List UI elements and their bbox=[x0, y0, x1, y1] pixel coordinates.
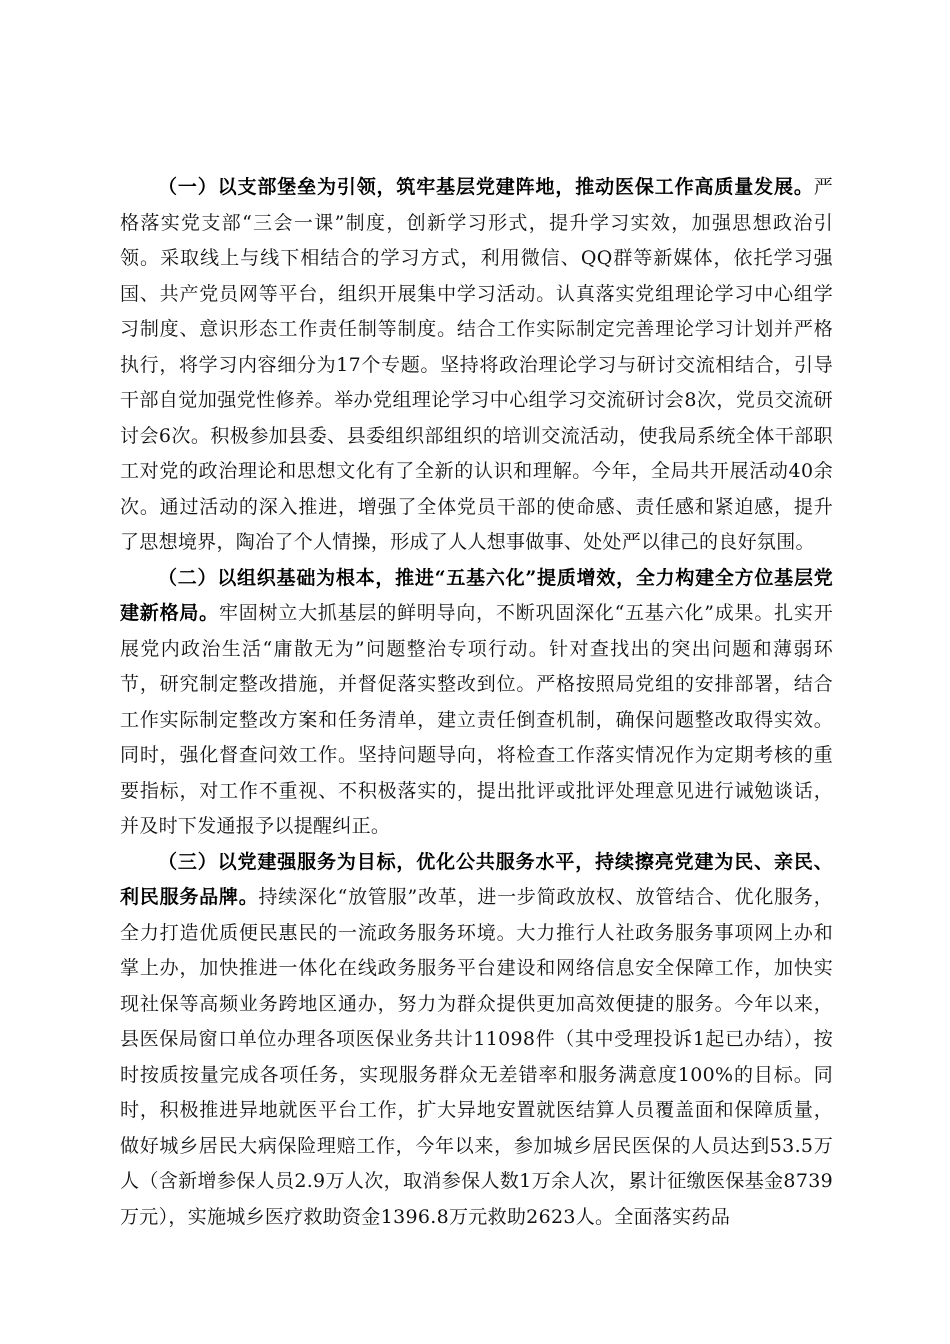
paragraph-2-text: 牢固树立大抓基层的鲜明导向，不断巩固深化“五基六化”成果。扎实开展党内政治生活“庸散无为”问题整治专项行动。针对查找出的突出问题和薄弱环节，研究制定整改措施，并督促落实整改到位。严格按照局党组的安排部署，结合工作实际制定整改方案和任务清单，建立责任倒查机制，确保问题整改取得实效。同时，强化督查问效工作。坚持问题导向，将检查工作落实情况作为定期考核的重要指标，对工作不重视、不积极落实的，提出批评或批评处理意见进行诫勉谈话，并及时下发通报予以提醒纠正。 bbox=[120, 602, 833, 837]
paragraph-3-heading: （三）以党建强服务为目标，优化公共服务水平，持续擦亮党建为民、亲民、利民服务品牌。 bbox=[120, 850, 833, 908]
paragraph-3-text: 持续深化“放管服”改革，进一步简政放权、放管结合、优化服务，全力打造优质便民惠民的一流政务服务环境。大力推行人社政务服务事项网上办和掌上办，加快推进一体化在线政务服务平台建设和网络信息安全保障工作，加快实现社保等高频业务跨地区通办，努力为群众提供更加高效便捷的服务。今年以来，县医保局窗口单位办理各项医保业务共计11098件（其中受理投诉1起已办结），按时按质按量完成各项任务，实现服务群众无差错率和服务满意度100%的目标。同时，积极推进异地就医平台工作，扩大异地安置就医结算人员覆盖面和保障质量，做好城乡居民大病保险理赔工作，今年以来，参加城乡居民医保的人员达到53.5万人（含新增参保人员2.9万人次，取消参保人数1万余人次，累计征缴医保基金8739万元），实施城乡医疗救助资金1396.8万元救助2623人。全面落实药品 bbox=[120, 886, 833, 1228]
paragraph-2 bbox=[120, 561, 833, 845]
paragraph-2-heading: （二）以组织基础为根本，推进“五基六化”提质增效，全力构建全方位基层党建新格局。 bbox=[120, 566, 833, 624]
paragraph-1-heading: （一）以支部堡垒为引领，筑牢基层党建阵地，推动医保工作高质量发展。 bbox=[158, 176, 814, 198]
paragraph-1 bbox=[120, 170, 833, 561]
paragraph-3 bbox=[120, 845, 833, 1236]
document-body bbox=[120, 170, 833, 1235]
paragraph-1-text: 严格落实党支部“三会一课”制度，创新学习形式，提升学习实效，加强思想政治引领。采取线上与线下相结合的学习方式，利用微信、QQ群等新媒体，依托学习强国、共产党员网等平台，组织开展集中学习活动。认真落实党组理论学习中心组学习制度、意识形态工作责任制等制度。结合工作实际制定完善理论学习计划并严格执行，将学习内容细分为17个专题。坚持将政治理论学习与研讨交流相结合，引导干部自觉加强党性修养。举办党组理论学习中心组学习交流研讨会8次，党员交流研讨会6次。积极参加县委、县委组织部组织的培训交流活动，使我局系统全体干部职工对党的政治理论和思想文化有了全新的认识和理解。今年，全局共开展活动40余次。通过活动的深入推进，增强了全体党员干部的使命感、责任感和紧迫感，提升了思想境界，陶冶了个人情操，形成了人人想事做事、处处严以律己的良好氛围。 bbox=[120, 176, 833, 553]
